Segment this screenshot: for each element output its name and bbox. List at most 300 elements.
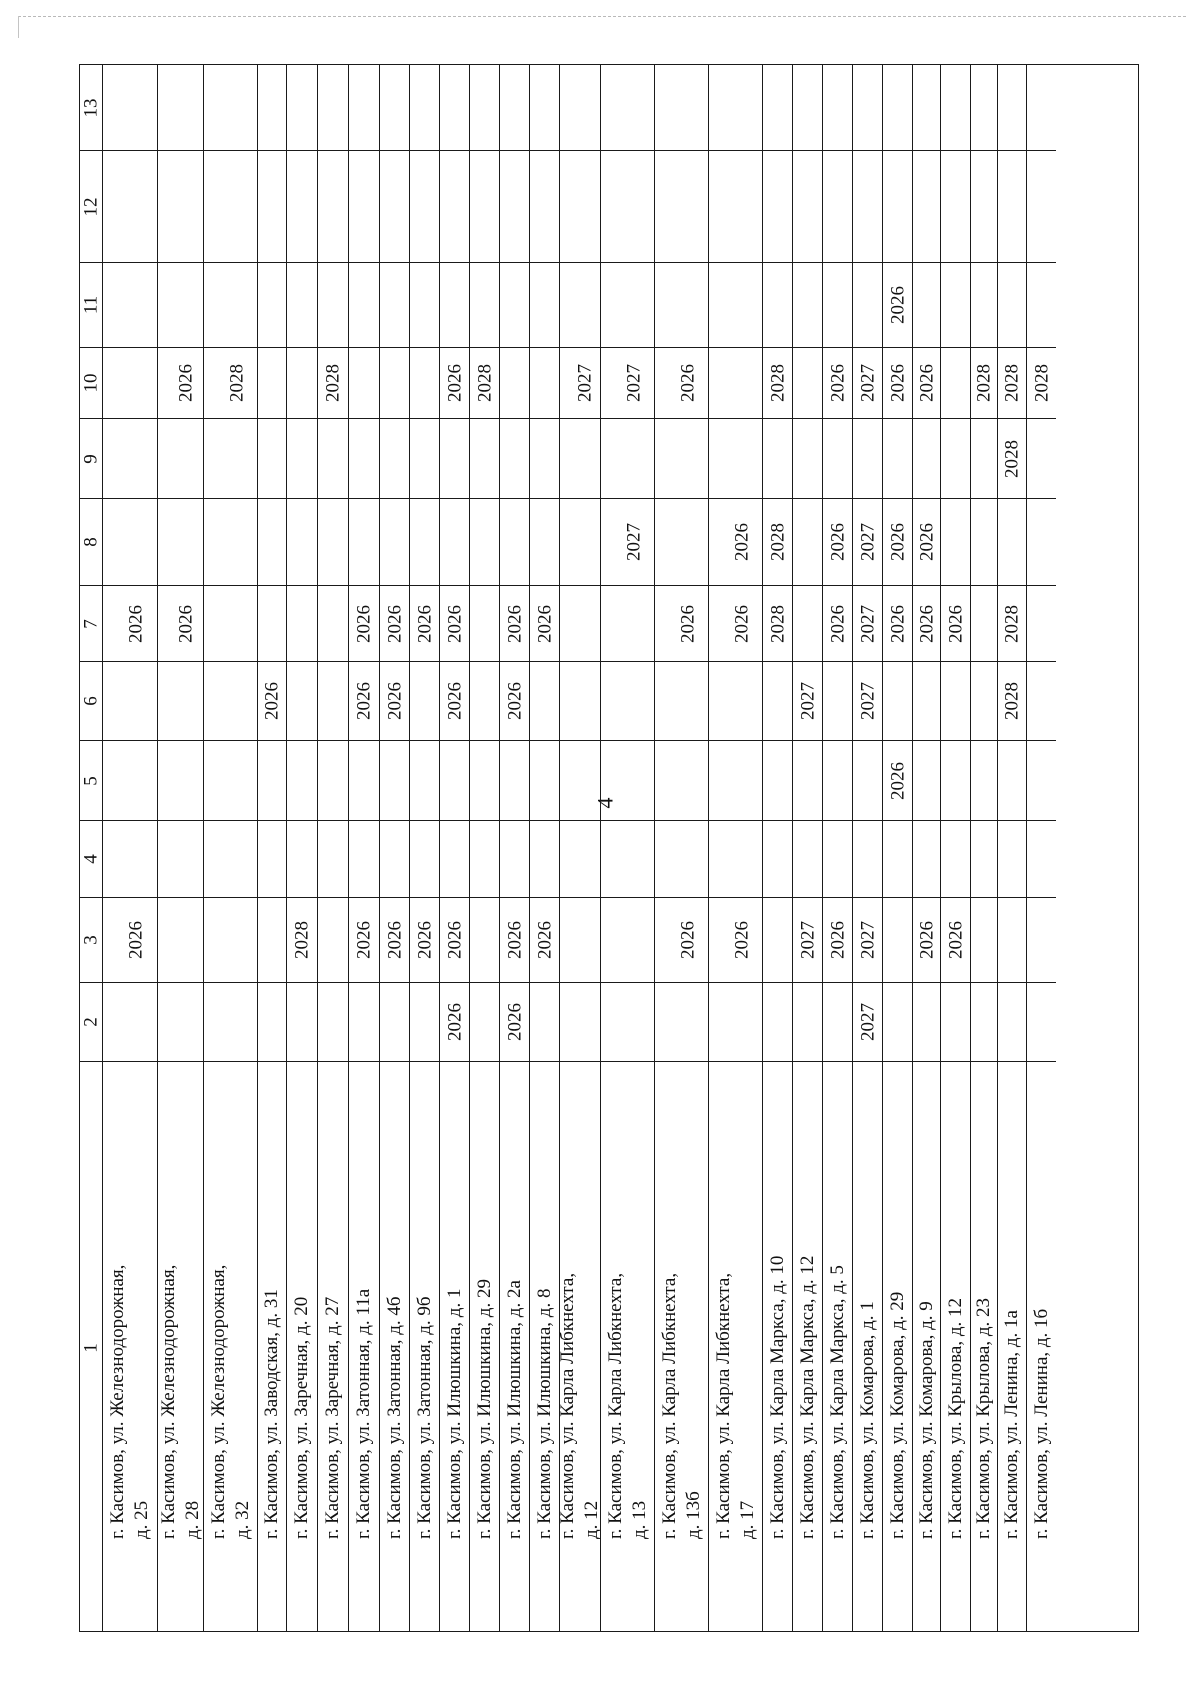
year-value: 2028 — [322, 364, 344, 402]
address-line: д. 13б — [682, 1490, 704, 1539]
year-cell-2 — [709, 982, 762, 1061]
year-value: 2026 — [504, 921, 525, 959]
year-value: 2027 — [797, 921, 818, 959]
year-cell-13 — [763, 65, 792, 150]
address-text — [826, 1149, 850, 1547]
page-number: 4 — [592, 797, 618, 809]
year-cell-13 — [440, 65, 469, 150]
address-cell — [440, 1061, 469, 1633]
header-cell-4 — [80, 820, 102, 897]
header-cell-13 — [80, 65, 102, 150]
address-line: г. Касимов, ул. Карла Маркса, д. 10 — [766, 1255, 788, 1539]
year-cell-8 — [380, 498, 409, 585]
year-cell-11 — [287, 262, 317, 347]
address-text — [503, 1149, 527, 1547]
year-value: 2026 — [444, 1003, 465, 1041]
year-cell-7 — [823, 585, 852, 661]
year-cell-12 — [380, 150, 409, 262]
column-number: 5 — [80, 775, 102, 786]
year-value: 2028 — [973, 364, 995, 402]
year-cell-13 — [601, 65, 654, 150]
column-number: 13 — [80, 98, 102, 117]
year-value: 2026 — [414, 604, 435, 643]
year-cell-9 — [941, 418, 970, 498]
address-line: д. 25 — [131, 1500, 152, 1539]
year-cell-6 — [853, 661, 882, 740]
address-line: г. Касимов, ул. Заводская, д. 31 — [261, 1288, 282, 1539]
year-cell-6 — [1027, 661, 1056, 740]
year-cell-10 — [913, 347, 940, 418]
year-cell-9 — [655, 418, 708, 498]
table-row — [559, 65, 600, 1631]
year-cell-6 — [883, 661, 912, 740]
year-cell-6 — [998, 661, 1026, 740]
year-cell-5 — [530, 740, 559, 820]
year-cell-10 — [380, 347, 409, 418]
year-cell-9 — [853, 418, 882, 498]
year-cell-5 — [941, 740, 970, 820]
year-cell-7 — [1027, 585, 1056, 661]
year-cell-9 — [709, 418, 762, 498]
year-cell-9 — [913, 418, 940, 498]
year-value: 2026 — [534, 604, 555, 643]
year-cell-12 — [258, 150, 286, 262]
address-text — [915, 1149, 939, 1547]
year-cell-5 — [823, 740, 852, 820]
address-line: г. Касимов, ул. Карла Либкнехта, — [604, 1272, 626, 1539]
year-cell-6 — [103, 661, 157, 740]
year-cell-8 — [349, 498, 379, 585]
year-cell-3 — [287, 897, 317, 982]
year-cell-11 — [204, 262, 257, 347]
year-cell-3 — [1027, 897, 1056, 982]
year-cell-3 — [763, 897, 792, 982]
table-row — [157, 65, 203, 1631]
address-cell — [853, 1061, 882, 1633]
year-value: 2026 — [444, 921, 465, 959]
year-cell-10 — [998, 347, 1026, 418]
year-cell-5 — [655, 740, 708, 820]
column-number: 11 — [80, 295, 102, 315]
year-cell-11 — [913, 262, 940, 347]
year-cell-6 — [793, 661, 822, 740]
year-cell-12 — [440, 150, 469, 262]
year-cell-13 — [971, 65, 997, 150]
table-row — [882, 65, 912, 1631]
year-cell-7 — [763, 585, 792, 661]
year-cell-13 — [500, 65, 529, 150]
year-cell-9 — [500, 418, 529, 498]
year-cell-2 — [287, 982, 317, 1061]
year-cell-8 — [204, 498, 257, 585]
year-cell-10 — [258, 347, 286, 418]
address-text — [207, 1149, 255, 1547]
year-cell-5 — [158, 740, 203, 820]
year-cell-7 — [883, 585, 912, 661]
year-cell-13 — [560, 65, 600, 150]
year-cell-8 — [440, 498, 469, 585]
year-cell-11 — [258, 262, 286, 347]
year-cell-10 — [158, 347, 203, 418]
year-value: 2026 — [731, 604, 753, 643]
year-value: 2027 — [797, 682, 818, 720]
year-cell-5 — [380, 740, 409, 820]
year-cell-12 — [1027, 150, 1056, 262]
table-row — [970, 65, 997, 1631]
year-value: 2026 — [916, 604, 937, 643]
year-cell-12 — [103, 150, 157, 262]
address-text — [712, 1149, 760, 1547]
year-value: 2026 — [175, 364, 197, 402]
year-cell-12 — [560, 150, 600, 262]
address-cell — [941, 1061, 970, 1633]
year-cell-10 — [410, 347, 439, 418]
header-row — [80, 65, 102, 1631]
table-row — [1026, 65, 1056, 1631]
year-value: 2026 — [384, 682, 405, 720]
year-cell-6 — [709, 661, 762, 740]
year-cell-2 — [470, 982, 499, 1061]
address-line: д. 13 — [628, 1500, 650, 1539]
year-cell-3 — [709, 897, 762, 982]
year-cell-8 — [103, 498, 157, 585]
address-text — [413, 1149, 437, 1547]
address-text — [106, 1149, 154, 1547]
header-cell-5 — [80, 740, 102, 820]
year-cell-10 — [763, 347, 792, 418]
address-line: г. Касимов, ул. Затонная, д. 11а — [353, 1288, 374, 1539]
year-cell-11 — [883, 262, 912, 347]
year-cell-13 — [793, 65, 822, 150]
address-text — [1000, 1149, 1024, 1547]
table-row — [600, 65, 654, 1631]
year-value: 2026 — [125, 604, 147, 643]
year-cell-13 — [258, 65, 286, 150]
year-value: 2026 — [916, 364, 937, 402]
year-cell-9 — [601, 418, 654, 498]
year-cell-9 — [470, 418, 499, 498]
year-cell-6 — [655, 661, 708, 740]
year-cell-4 — [823, 820, 852, 897]
address-cell — [204, 1061, 257, 1633]
table-row — [257, 65, 286, 1631]
header-cell-3 — [80, 897, 102, 982]
year-cell-9 — [560, 418, 600, 498]
year-cell-11 — [823, 262, 852, 347]
year-value: 2026 — [175, 604, 197, 643]
year-value: 2026 — [916, 523, 937, 561]
year-cell-5 — [103, 740, 157, 820]
year-cell-3 — [560, 897, 600, 982]
address-line: г. Касимов, ул. Железнодорожная, — [157, 1264, 179, 1539]
year-cell-13 — [410, 65, 439, 150]
year-cell-2 — [204, 982, 257, 1061]
year-cell-2 — [793, 982, 822, 1061]
year-value: 2026 — [887, 364, 908, 402]
address-text — [383, 1149, 407, 1547]
column-number: 10 — [80, 373, 102, 393]
year-cell-8 — [410, 498, 439, 585]
address-cell — [103, 1061, 157, 1633]
address-line: г. Касимов, ул. Крылова, д. 23 — [973, 1297, 994, 1539]
year-cell-13 — [470, 65, 499, 150]
year-cell-3 — [530, 897, 559, 982]
year-cell-7 — [287, 585, 317, 661]
year-cell-5 — [318, 740, 348, 820]
address-line: г. Касимов, ул. Ленина, д. 1а — [1001, 1309, 1022, 1539]
year-cell-7 — [601, 585, 654, 661]
year-cell-13 — [1027, 65, 1056, 150]
address-line: г. Касимов, ул. Железнодорожная, — [207, 1264, 229, 1539]
year-cell-4 — [1027, 820, 1056, 897]
header-cell-8 — [80, 498, 102, 585]
year-cell-8 — [318, 498, 348, 585]
year-cell-2 — [530, 982, 559, 1061]
year-cell-3 — [913, 897, 940, 982]
year-value: 2026 — [504, 604, 525, 643]
column-number: 7 — [80, 618, 102, 629]
address-line: г. Касимов, ул. Заречная, д. 27 — [322, 1296, 343, 1539]
year-cell-11 — [853, 262, 882, 347]
year-cell-2 — [883, 982, 912, 1061]
year-cell-4 — [258, 820, 286, 897]
year-cell-10 — [709, 347, 762, 418]
address-cell — [318, 1061, 348, 1633]
year-cell-2 — [500, 982, 529, 1061]
year-cell-3 — [380, 897, 409, 982]
year-cell-7 — [440, 585, 469, 661]
year-cell-5 — [204, 740, 257, 820]
address-text — [443, 1149, 467, 1547]
year-cell-6 — [410, 661, 439, 740]
year-cell-8 — [793, 498, 822, 585]
year-cell-9 — [258, 418, 286, 498]
address-text — [352, 1149, 376, 1547]
year-cell-11 — [158, 262, 203, 347]
year-cell-2 — [560, 982, 600, 1061]
address-text — [658, 1149, 706, 1547]
year-cell-12 — [971, 150, 997, 262]
year-cell-9 — [883, 418, 912, 498]
year-cell-6 — [287, 661, 317, 740]
year-cell-5 — [440, 740, 469, 820]
year-cell-3 — [941, 897, 970, 982]
header-cell-1 — [80, 1061, 102, 1633]
address-line: г. Касимов, ул. Ленина, д. 1б — [1030, 1308, 1052, 1539]
year-cell-13 — [998, 65, 1026, 150]
year-value: 2028 — [1001, 364, 1023, 402]
year-cell-2 — [601, 982, 654, 1061]
year-cell-6 — [500, 661, 529, 740]
year-cell-8 — [853, 498, 882, 585]
table-row — [997, 65, 1026, 1631]
address-line: г. Касимов, ул. Карла Либкнехта, — [658, 1272, 680, 1539]
address-cell — [530, 1061, 559, 1633]
year-cell-4 — [103, 820, 157, 897]
year-cell-4 — [530, 820, 559, 897]
year-cell-11 — [318, 262, 348, 347]
year-value: 2026 — [444, 682, 465, 720]
address-line: д. 17 — [736, 1500, 758, 1539]
year-cell-3 — [883, 897, 912, 982]
year-cell-3 — [440, 897, 469, 982]
year-cell-6 — [560, 661, 600, 740]
year-cell-6 — [971, 661, 997, 740]
year-cell-8 — [998, 498, 1026, 585]
year-cell-4 — [440, 820, 469, 897]
table-row — [762, 65, 792, 1631]
year-cell-5 — [349, 740, 379, 820]
address-cell — [998, 1061, 1026, 1633]
year-cell-12 — [998, 150, 1026, 262]
year-cell-10 — [941, 347, 970, 418]
year-cell-13 — [709, 65, 762, 150]
year-cell-9 — [1027, 418, 1056, 498]
year-cell-10 — [823, 347, 852, 418]
year-cell-11 — [530, 262, 559, 347]
address-cell — [601, 1061, 654, 1633]
year-cell-6 — [318, 661, 348, 740]
year-cell-12 — [793, 150, 822, 262]
year-cell-13 — [287, 65, 317, 150]
year-cell-10 — [470, 347, 499, 418]
year-cell-2 — [655, 982, 708, 1061]
address-text — [556, 1149, 604, 1547]
year-cell-5 — [971, 740, 997, 820]
year-cell-12 — [158, 150, 203, 262]
year-cell-7 — [204, 585, 257, 661]
address-line: г. Касимов, ул. Комарова, д. 9 — [915, 1300, 937, 1539]
address-cell — [971, 1061, 997, 1633]
year-cell-4 — [709, 820, 762, 897]
address-line: г. Касимов, ул. Илюшкина, д. 1 — [443, 1288, 465, 1539]
address-line: г. Касимов, ул. Комарова, д. 1 — [856, 1300, 878, 1539]
year-value: 2028 — [474, 364, 495, 402]
year-cell-9 — [763, 418, 792, 498]
year-cell-2 — [763, 982, 792, 1061]
year-value: 2026 — [444, 364, 465, 402]
year-cell-11 — [560, 262, 600, 347]
address-line: д. 28 — [181, 1500, 203, 1539]
year-cell-2 — [349, 982, 379, 1061]
year-cell-5 — [560, 740, 600, 820]
year-cell-8 — [709, 498, 762, 585]
year-cell-5 — [410, 740, 439, 820]
year-cell-12 — [470, 150, 499, 262]
header-cell-12 — [80, 150, 102, 262]
year-value: 2026 — [353, 921, 375, 959]
year-cell-3 — [349, 897, 379, 982]
year-cell-13 — [823, 65, 852, 150]
year-cell-2 — [258, 982, 286, 1061]
year-cell-12 — [709, 150, 762, 262]
address-line: г. Касимов, ул. Илюшкина, д. 29 — [473, 1278, 495, 1539]
column-number: 4 — [80, 854, 102, 864]
table-row — [499, 65, 529, 1631]
year-cell-5 — [913, 740, 940, 820]
year-cell-11 — [500, 262, 529, 347]
year-cell-11 — [410, 262, 439, 347]
year-cell-10 — [853, 347, 882, 418]
year-cell-5 — [287, 740, 317, 820]
table-row — [203, 65, 257, 1631]
column-number: 3 — [80, 935, 102, 945]
year-cell-10 — [500, 347, 529, 418]
year-cell-9 — [158, 418, 203, 498]
year-cell-11 — [655, 262, 708, 347]
address-text — [157, 1149, 205, 1547]
year-cell-7 — [158, 585, 203, 661]
scan-edge-left — [18, 16, 19, 38]
year-cell-12 — [913, 150, 940, 262]
address-text — [796, 1149, 820, 1547]
year-cell-8 — [287, 498, 317, 585]
year-cell-10 — [971, 347, 997, 418]
year-value: 2027 — [623, 523, 645, 561]
address-cell — [470, 1061, 499, 1633]
year-value: 2028 — [1031, 364, 1052, 402]
year-cell-2 — [823, 982, 852, 1061]
address-cell — [1027, 1061, 1056, 1633]
address-cell — [258, 1061, 286, 1633]
year-cell-3 — [655, 897, 708, 982]
address-cell — [287, 1061, 317, 1633]
year-cell-12 — [500, 150, 529, 262]
year-value: 2026 — [827, 604, 848, 643]
year-cell-2 — [998, 982, 1026, 1061]
year-value: 2026 — [384, 604, 405, 643]
year-cell-10 — [287, 347, 317, 418]
year-value: 2028 — [767, 604, 788, 643]
year-cell-7 — [318, 585, 348, 661]
year-value: 2026 — [677, 921, 699, 959]
year-cell-11 — [440, 262, 469, 347]
year-cell-13 — [158, 65, 203, 150]
year-cell-10 — [103, 347, 157, 418]
year-cell-9 — [971, 418, 997, 498]
year-value: 2028 — [767, 364, 788, 402]
year-cell-12 — [349, 150, 379, 262]
header-cell-6 — [80, 661, 102, 740]
address-cell — [158, 1061, 203, 1633]
year-cell-13 — [655, 65, 708, 150]
year-cell-6 — [941, 661, 970, 740]
table-row — [409, 65, 439, 1631]
year-cell-8 — [883, 498, 912, 585]
table-row — [822, 65, 852, 1631]
address-cell — [349, 1061, 379, 1633]
year-cell-11 — [941, 262, 970, 347]
address-text — [260, 1149, 284, 1547]
address-cell — [709, 1061, 762, 1633]
address-line: г. Касимов, ул. Железнодорожная, — [107, 1264, 128, 1539]
year-cell-3 — [204, 897, 257, 982]
address-line: г. Касимов, ул. Илюшкина, д. 8 — [533, 1288, 555, 1539]
year-value: 2027 — [857, 921, 878, 959]
table-row — [940, 65, 970, 1631]
year-cell-7 — [103, 585, 157, 661]
year-cell-8 — [971, 498, 997, 585]
year-cell-3 — [853, 897, 882, 982]
year-cell-11 — [998, 262, 1026, 347]
year-cell-9 — [410, 418, 439, 498]
column-number: 6 — [80, 696, 102, 706]
year-cell-4 — [470, 820, 499, 897]
header-cell-11 — [80, 262, 102, 347]
year-cell-5 — [258, 740, 286, 820]
year-cell-11 — [601, 262, 654, 347]
year-value: 2026 — [534, 921, 555, 959]
